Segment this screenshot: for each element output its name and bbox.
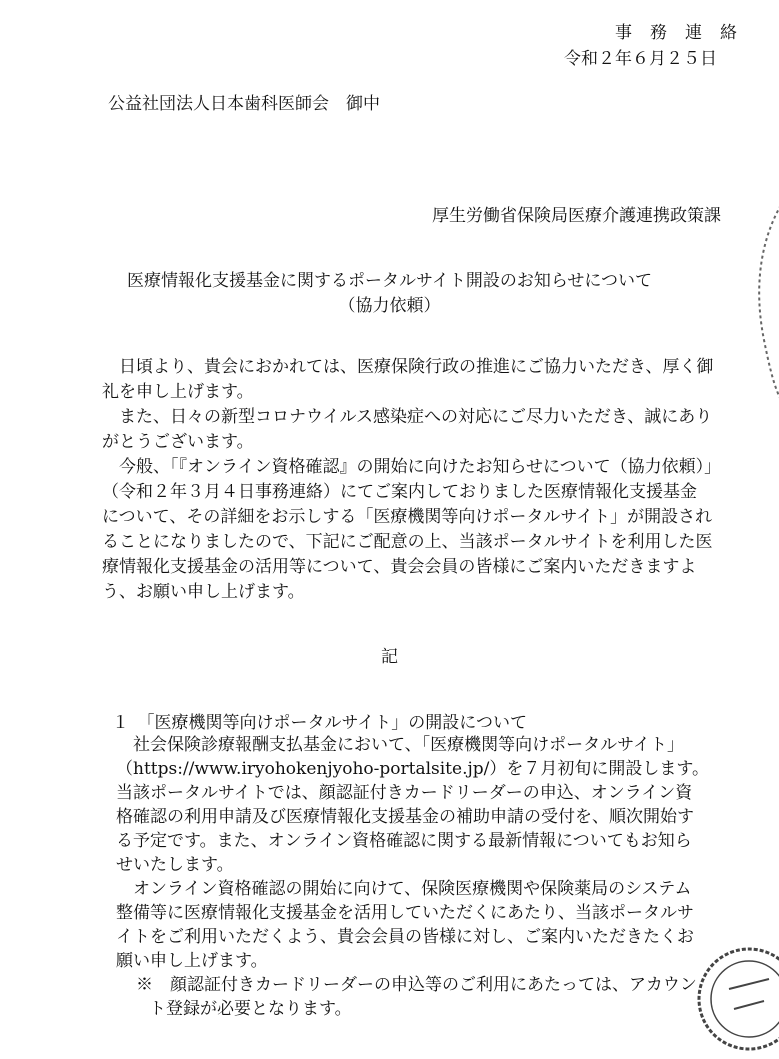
section-note: ト登録が必要となります。 [149,999,352,1019]
section-line: 整備等に医療情報化支援基金を活用していただくにあたり、当該ポータルサ [116,903,694,923]
body-line: 療情報化支援基金の活用等について、貴会会員の皆様にご案内いただきますよ [102,557,697,577]
sender: 厚生労働省保険局医療介護連携政策課 [432,206,721,226]
section-line: 願い申し上げます。 [116,951,268,971]
section-line: る予定です。また、オンライン資格確認に関する最新情報についてもお知ら [116,831,692,851]
ki-heading: 記 [381,647,398,667]
body-line: 日頃より、貴会におかれては、医療保険行政の推進にご協力いただき、厚く御 [102,357,714,377]
section-line: せいたします。 [116,855,234,875]
section-line: 格確認の利用申請及び医療情報化支援基金の補助申請の受付を、順次開始す [116,807,694,827]
document-type: 事務連絡 [615,23,755,43]
body-line: がとうございます。 [102,432,254,452]
addressee: 公益社団法人日本歯科医師会 御中 [108,94,380,114]
section-note: ※ 顔認証付きカードリーダーの申込等のご利用にあたっては、アカウン [136,975,697,995]
portal-url-line: （https://www.iryohokenjyoho-portalsite.jp/）を７月初旬に開設します。 [116,759,710,779]
body-line: また、日々の新型コロナウイルス感染症への対応にご尽力いただき、誠にあり [102,407,713,427]
body-line: ることになりましたので、下記にご配意の上、当該ポータルサイトを利用した医 [102,532,713,552]
section-line: 社会保険診療報酬支払基金において、「医療機関等向けポータルサイト」 [116,735,684,755]
received-stamp-mark [739,200,779,420]
section-1-heading: １ 「医療機関等向けポータルサイト」の開設について [112,713,527,733]
section-line: 当該ポータルサイトでは、顔認証付きカードリーダーの申込、オンライン資 [116,783,693,803]
body-line: 今般、「『オンライン資格確認』の開始に向けたお知らせについて（協力依頼）」 [102,457,722,477]
seal-stamp [689,939,779,1059]
document-date: 令和２年６月２５日 [564,49,717,69]
section-line: オンライン資格確認の開始に向けて、保険医療機関や保険薬局のシステム [116,879,692,899]
section-line: イトをご利用いただくよう、貴会会員の皆様に対し、ご案内いただきたくお [116,927,694,947]
title-line-2: （協力依頼） [338,296,441,316]
title-line-1: 医療情報化支援基金に関するポータルサイト開設のお知らせについて [127,271,652,291]
body-line: （令和２年３月４日事務連絡）にてご案内しておりました医療情報化支援基金 [102,482,697,502]
body-line: 礼を申し上げます。 [102,382,254,402]
body-line: う、お願い申し上げます。 [102,582,305,602]
body-line: について、その詳細をお示しする「医療機関等向けポータルサイト」が開設され [102,507,713,527]
